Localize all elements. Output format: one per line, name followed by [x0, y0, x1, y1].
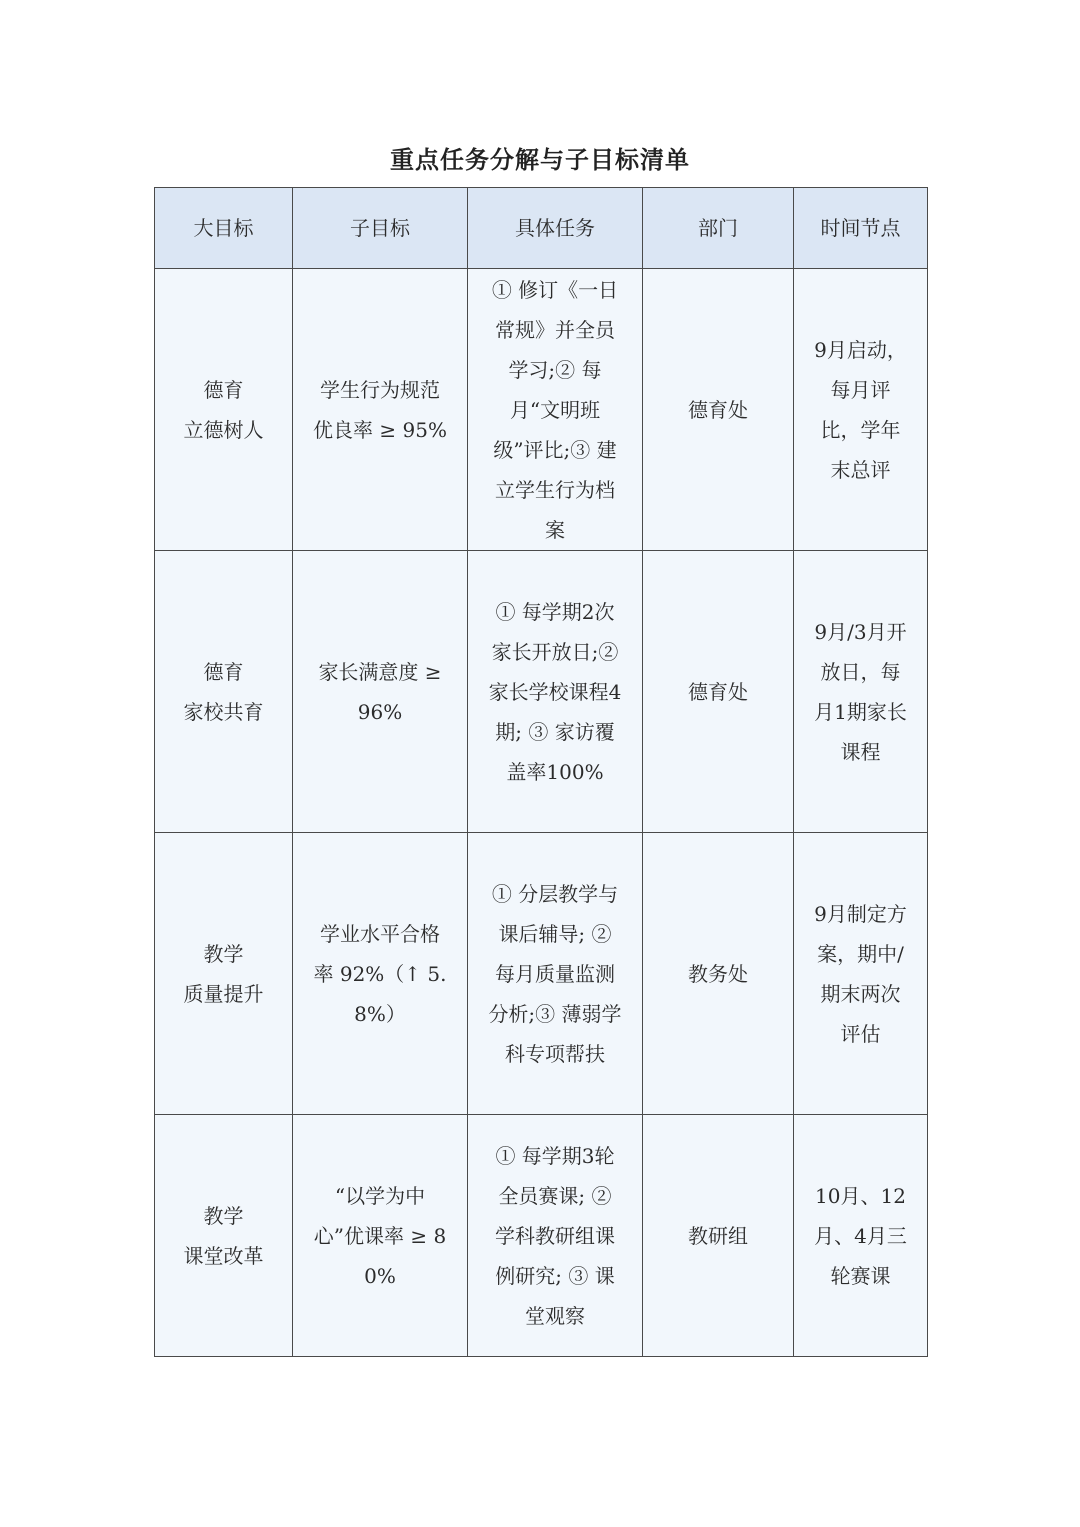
sub-goal-cell: 学业水平合格率 92%（↑ 5.8%） [293, 833, 468, 1115]
sub-goal-cell: 学生行为规范优良率 ≥ 95% [293, 269, 468, 551]
major-goal-name: 课堂改革 [183, 1243, 264, 1268]
header-sub-goal: 子目标 [293, 188, 468, 269]
major-goal-name: 立德树人 [183, 417, 264, 442]
table-row [155, 1115, 928, 1357]
major-goal-cell [155, 1115, 293, 1357]
department-cell: 教研组 [643, 1115, 794, 1357]
task-table [154, 187, 928, 1357]
tasks-cell: ① 每学期3轮全员赛课; ② 学科教研组课例研究; ③ 课堂观察 [468, 1115, 643, 1357]
timeline-cell: 9月启动，每月评比，学年末总评 [794, 269, 928, 551]
timeline-cell: 10月、12月、4月三轮赛课 [794, 1115, 928, 1357]
timeline-cell: 9月/3月开放日，每月1期家长课程 [794, 551, 928, 833]
major-goal-cell [155, 269, 293, 551]
header-department: 部门 [643, 188, 794, 269]
major-goal-cell [155, 551, 293, 833]
tasks-cell: ① 修订《一日常规》并全员学习;② 每月“文明班级”评比;③ 建立学生行为档案 [468, 269, 643, 551]
tasks-cell: ① 分层教学与课后辅导; ② 每月质量监测分析;③ 薄弱学科专项帮扶 [468, 833, 643, 1115]
department-cell: 教务处 [643, 833, 794, 1115]
tasks-cell: ① 每学期2次家长开放日;② 家长学校课程4期; ③ 家访覆盖率100% [468, 551, 643, 833]
header-major-goal: 大目标 [155, 188, 293, 269]
major-goal-category: 教学 [203, 1203, 244, 1228]
major-goal-category: 德育 [203, 377, 244, 402]
sub-goal-cell: “以学为中心”优课率 ≥ 80% [293, 1115, 468, 1357]
page-title: 重点任务分解与子目标清单 [390, 145, 690, 174]
major-goal-name: 家校共育 [183, 699, 264, 724]
table-row [155, 551, 928, 833]
sub-goal-cell: 家长满意度 ≥ 96% [293, 551, 468, 833]
header-specific-tasks: 具体任务 [468, 188, 643, 269]
table-row [155, 269, 928, 551]
header-timeline: 时间节点 [794, 188, 928, 269]
major-goal-name: 质量提升 [183, 981, 264, 1006]
department-cell: 德育处 [643, 551, 794, 833]
timeline-cell: 9月制定方案，期中/期末两次评估 [794, 833, 928, 1115]
table-header-row [155, 188, 928, 269]
department-cell: 德育处 [643, 269, 794, 551]
table-row [155, 833, 928, 1115]
major-goal-category: 教学 [203, 941, 244, 966]
major-goal-cell [155, 833, 293, 1115]
major-goal-category: 德育 [203, 659, 244, 684]
